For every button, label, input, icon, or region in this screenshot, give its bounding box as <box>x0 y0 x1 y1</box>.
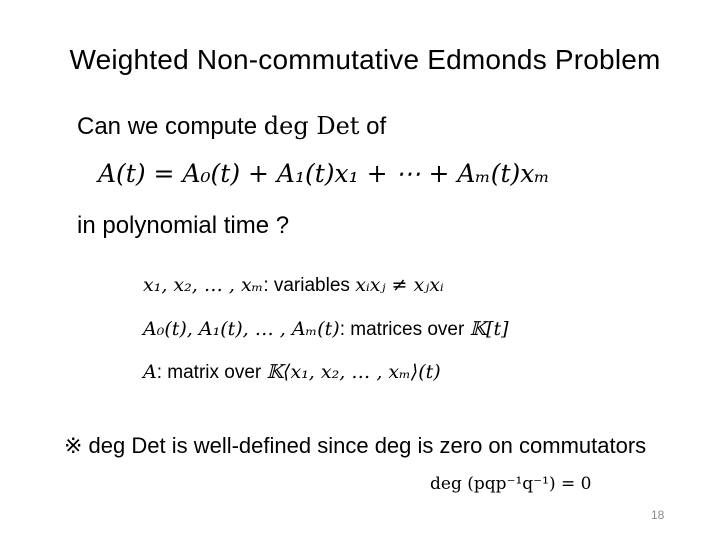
bullet-matrix <box>143 361 441 384</box>
matrix-label: : matrix over <box>156 362 267 383</box>
coefficients-label: : matrices over <box>339 319 470 340</box>
commutator-formula: deg (pqp⁻¹q⁻¹) = 0 <box>430 474 592 494</box>
matrix-symbol: A <box>143 361 157 383</box>
page-number: 18 <box>651 508 665 522</box>
question-prefix: Can we compute <box>77 113 264 140</box>
coefficients-math: A₀(t), A₁(t), … , Aₘ(t) <box>143 318 340 340</box>
polynomial-ring: 𝕂[t] <box>469 318 509 340</box>
question-line <box>77 112 386 141</box>
question-operator: deg Det <box>263 112 360 140</box>
main-equation: A(t) = A₀(t) + A₁(t)x₁ + ⋯ + Aₘ(t)xₘ <box>98 159 550 188</box>
note-line: ※ deg Det is well-defined since deg is zero on commutators <box>64 433 647 458</box>
free-skew-field: 𝕂⟨x₁, x₂, … , xₘ⟩(t) <box>266 361 441 383</box>
variables-label: : variables <box>263 275 356 296</box>
bullet-variables <box>143 274 444 297</box>
slide-title: Weighted Non-commutative Edmonds Problem <box>69 44 661 75</box>
noncommutative-relation: xᵢxⱼ ≠ xⱼxᵢ <box>355 274 444 296</box>
question-suffix: of <box>359 113 387 140</box>
question-end: in polynomial time ? <box>77 212 290 239</box>
bullet-coefficients <box>143 318 509 341</box>
variables-math: x₁, x₂, … , xₘ <box>143 274 264 296</box>
